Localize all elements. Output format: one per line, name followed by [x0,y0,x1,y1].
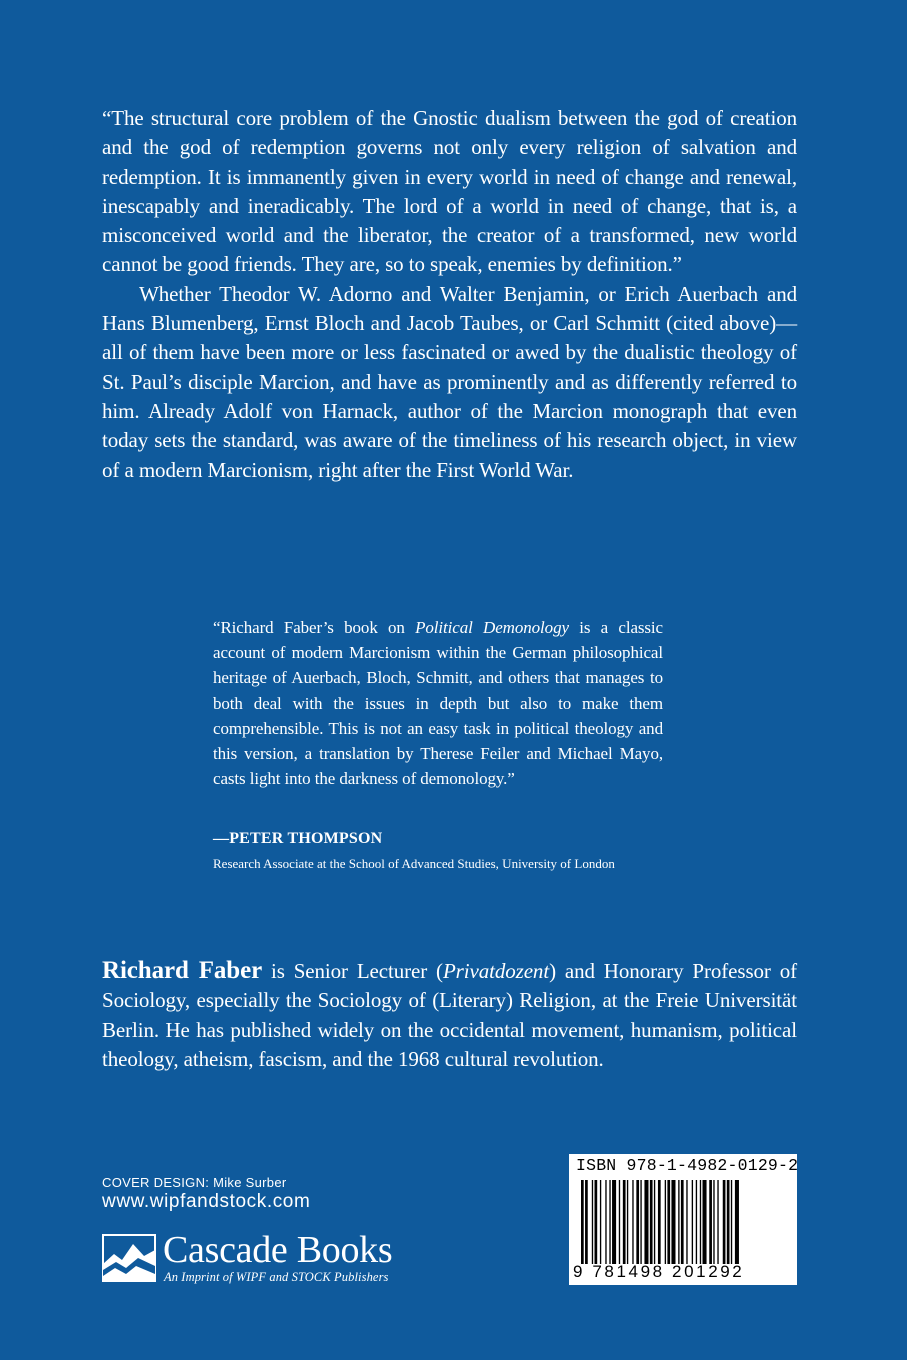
publisher-website-link[interactable]: www.wipfandstock.com [102,1191,311,1212]
barcode-bar [595,1180,598,1264]
publisher-name: Cascade Books [163,1229,393,1271]
gnostic-quote-paragraph: “The structural core problem of the Gnostic dualism between the god of creation and the god of redemption governs not only every religion of salvation and redemption. It is immanently given in every world in need of change and renewal, inescapably and ineradicably. The lord of a world in need of change, that is, a misconceived world and the liberator, the creator of a transformed, new world cannot be good friends. They are, so to speak, enemies by definition.” [102,106,797,277]
isbn-digits: 9 781498 201292 [573,1262,745,1281]
barcode-bar [632,1180,633,1264]
barcode-bar [681,1180,684,1264]
barcode-bar [654,1180,655,1264]
barcode-bar [627,1180,628,1264]
publisher-logo [102,1229,432,1286]
author-bio-text-start: is Senior Lecturer ( [262,959,443,983]
barcode-bar [717,1180,718,1264]
barcode-bar [665,1180,666,1264]
barcode-bar [592,1180,593,1264]
barcode-bar [671,1180,675,1264]
endorser-name: —PETER THOMPSON [213,830,383,847]
barcode-bar [609,1180,610,1264]
barcode-bar [678,1180,679,1264]
barcode-bar [735,1180,739,1264]
endorsement-text-start: “Richard Faber’s book on [213,618,416,637]
barcode-bar [731,1180,732,1264]
barcode-bar [696,1180,697,1264]
cover-design-credit: COVER DESIGN: Mike Surber [102,1175,287,1190]
barcode-bar [658,1180,661,1264]
author-name: Richard Faber [102,957,263,984]
barcode-bar [623,1180,626,1264]
endorser-title: Research Associate at the School of Advanced Studies, University of London [213,856,615,871]
isbn-barcode [569,1154,797,1285]
barcode-bar [709,1180,712,1264]
barcode-bar [636,1180,639,1264]
endorsement-text [213,615,663,791]
endorsement-text-end: is a classic account of modern Marcionism within the German philosophical heritage of Auerbach, Bloch, Schmitt, and others that manages to both deal with the issues in depth but also to make them comprehensible. This is not an easy task in political theology and this version, a translation by Therese Feiler and Michael Mayo, casts light into the darkness of demonology.” [213,618,663,789]
endorsement-blurb [213,615,663,791]
mountain-icon [102,1234,156,1282]
barcode-bar [581,1180,584,1264]
barcode-bar [667,1180,670,1264]
author-bio [102,956,797,1074]
barcode-bar [619,1180,620,1264]
author-bio-text-end: ) and Honorary Professor of Sociology, especially the Sociology of (Literary) Religion, at the Freie Universität Berlin. He has published widely on the occidental movement, humanism, political theology, atheism, fascism, and the 1968 cultural revolution. [102,959,798,1071]
barcode-bar [612,1180,616,1264]
isbn-label: ISBN 978-1-4982-0129-2 [576,1156,799,1175]
barcode-bar [650,1180,653,1264]
barcode-bar [700,1180,701,1264]
marcion-context-paragraph: Whether Theodor W. Adorno and Walter Benjamin, or Erich Auerbach and Hans Blumenberg, Ernst Bloch and Jacob Taubes, or Carl Schmitt (cited above)—all of them have been more or less fascinated or awed by the dualistic theology of St. Paul’s disciple Marcion, and have as prominently and as differently referred to him. Already Adolf von Harnack, author of the Marcion monograph that even today sets the standard, was aware of the timeliness of his research object, in view of a modern Marcionism, right after the First World War. [102,281,797,482]
barcode-bar [703,1180,707,1264]
endorsement-book-title: Political Demonology [415,618,569,637]
barcode-bar [605,1180,606,1264]
barcode-bars [581,1180,785,1264]
barcode-bar [600,1180,601,1264]
barcode-bar [686,1180,687,1264]
imprint-line: An Imprint of WIPF and STOCK Publishers [164,1270,389,1284]
barcode-bar [585,1180,588,1264]
barcode-bar [713,1180,714,1264]
barcode-bar [640,1180,641,1264]
author-bio-term: Privatdozent [442,959,550,983]
barcode-bar [644,1180,648,1264]
back-cover-main-text [102,104,797,485]
barcode-bar [723,1180,726,1264]
barcode-bar [727,1180,730,1264]
barcode-bar [692,1180,693,1264]
